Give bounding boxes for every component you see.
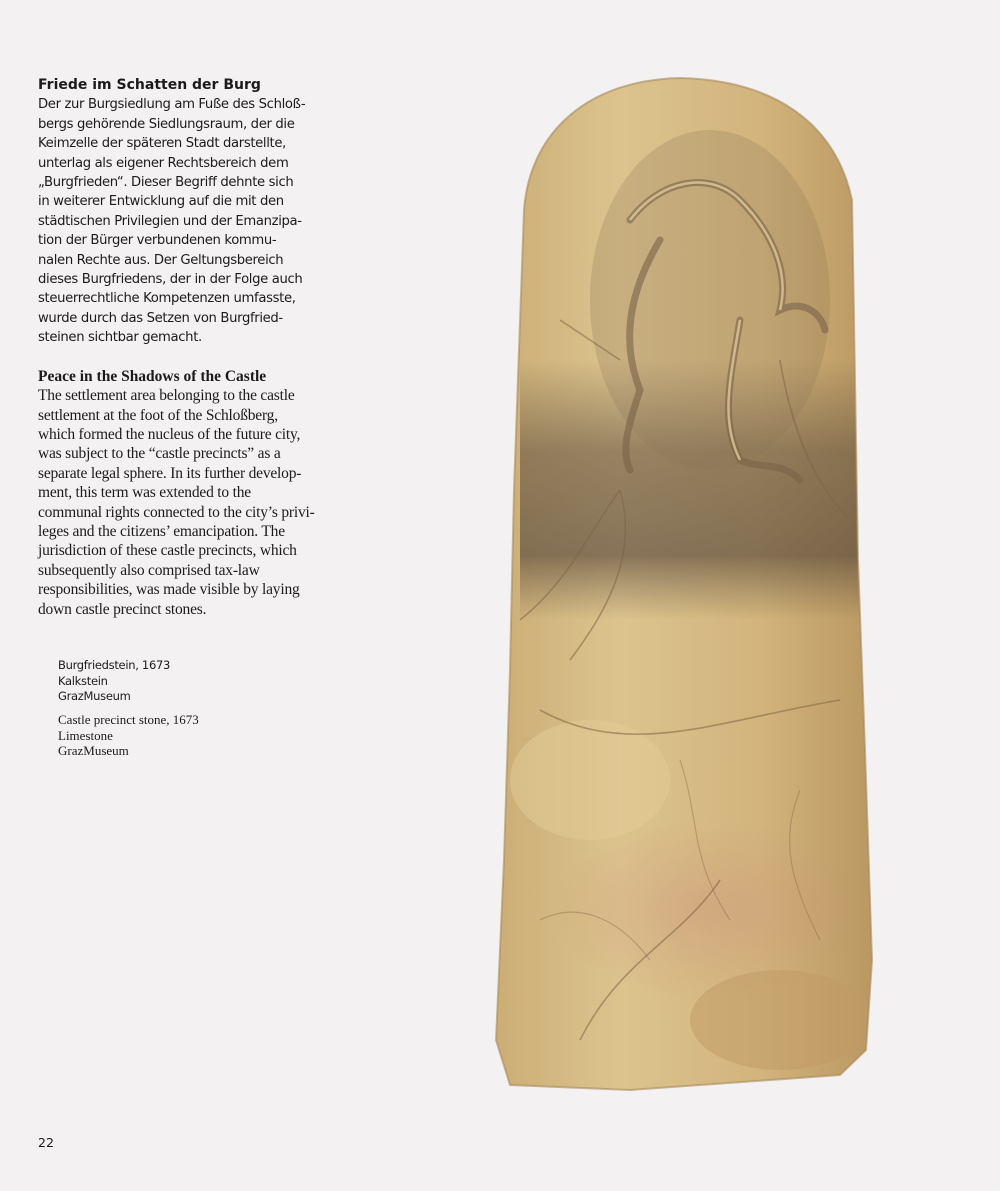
caption-material: Limestone	[58, 727, 113, 743]
caption-object: Castle precinct stone, 1673	[58, 712, 199, 727]
english-line: which formed the nucleus of the future city,	[38, 425, 301, 443]
german-line: städtischen Privilegien und der Emanzipa-	[38, 213, 302, 229]
german-line: Der zur Burgsiedlung am Fuße des Schloß-	[38, 97, 306, 113]
german-line: tion der Bürger verbundenen kommu-	[38, 233, 277, 249]
german-line: steuerrechtliche Kompetenzen umfasste,	[38, 291, 296, 307]
caption-german	[58, 658, 318, 705]
german-line: Keimzelle der späteren Stadt darstellte,	[38, 136, 286, 152]
english-line: jurisdiction of these castle precincts, which	[38, 542, 297, 560]
page-number: 22	[38, 1135, 54, 1150]
german-line: wurde durch das Setzen von Burgfried-	[38, 310, 283, 326]
german-paragraph	[38, 95, 338, 347]
english-line: leges and the citizens’ emancipation. The	[38, 522, 285, 540]
caption-collection: GrazMuseum	[58, 743, 129, 758]
german-line: „Burgfrieden“. Dieser Begriff dehnte sich	[38, 175, 294, 191]
german-line: bergs gehörende Siedlungsraum, der die	[38, 116, 295, 132]
german-line: nalen Rechte aus. Der Geltungsbereich	[38, 252, 284, 268]
english-line: communal rights connected to the city’s privi-	[38, 503, 315, 521]
english-line: down castle precinct stones.	[38, 600, 207, 618]
castle-precinct-stone-photo	[480, 60, 880, 1110]
english-line: subsequently also comprised tax-law	[38, 561, 260, 579]
english-line: settlement at the foot of the Schloßberg,	[38, 406, 278, 424]
english-paragraph	[38, 386, 338, 619]
german-line: dieses Burgfriedens, der in der Folge auch	[38, 272, 303, 288]
stone-illustration	[480, 60, 880, 1110]
english-line: ment, this term was extended to the	[38, 484, 251, 502]
german-heading: Friede im Schatten der Burg	[38, 77, 261, 93]
caption-collection: GrazMuseum	[58, 689, 131, 703]
english-line: The settlement area belonging to the castle	[38, 387, 295, 405]
caption-object: Burgfriedstein, 1673	[58, 658, 170, 672]
caption-material: Kalkstein	[58, 673, 108, 688]
caption-english	[58, 712, 318, 759]
english-line: responsibilities, was made visible by laying	[38, 581, 300, 599]
english-line: separate legal sphere. In its further develop-	[38, 464, 302, 482]
german-line: in weiterer Entwicklung auf die mit den	[38, 194, 284, 210]
english-heading: Peace in the Shadows of the Castle	[38, 367, 267, 385]
german-line: unterlag als eigener Rechtsbereich dem	[38, 155, 289, 171]
english-section	[38, 367, 338, 619]
english-line: was subject to the “castle precincts” as a	[38, 445, 281, 463]
text-column	[38, 76, 338, 619]
german-line: steinen sichtbar gemacht.	[38, 330, 202, 346]
